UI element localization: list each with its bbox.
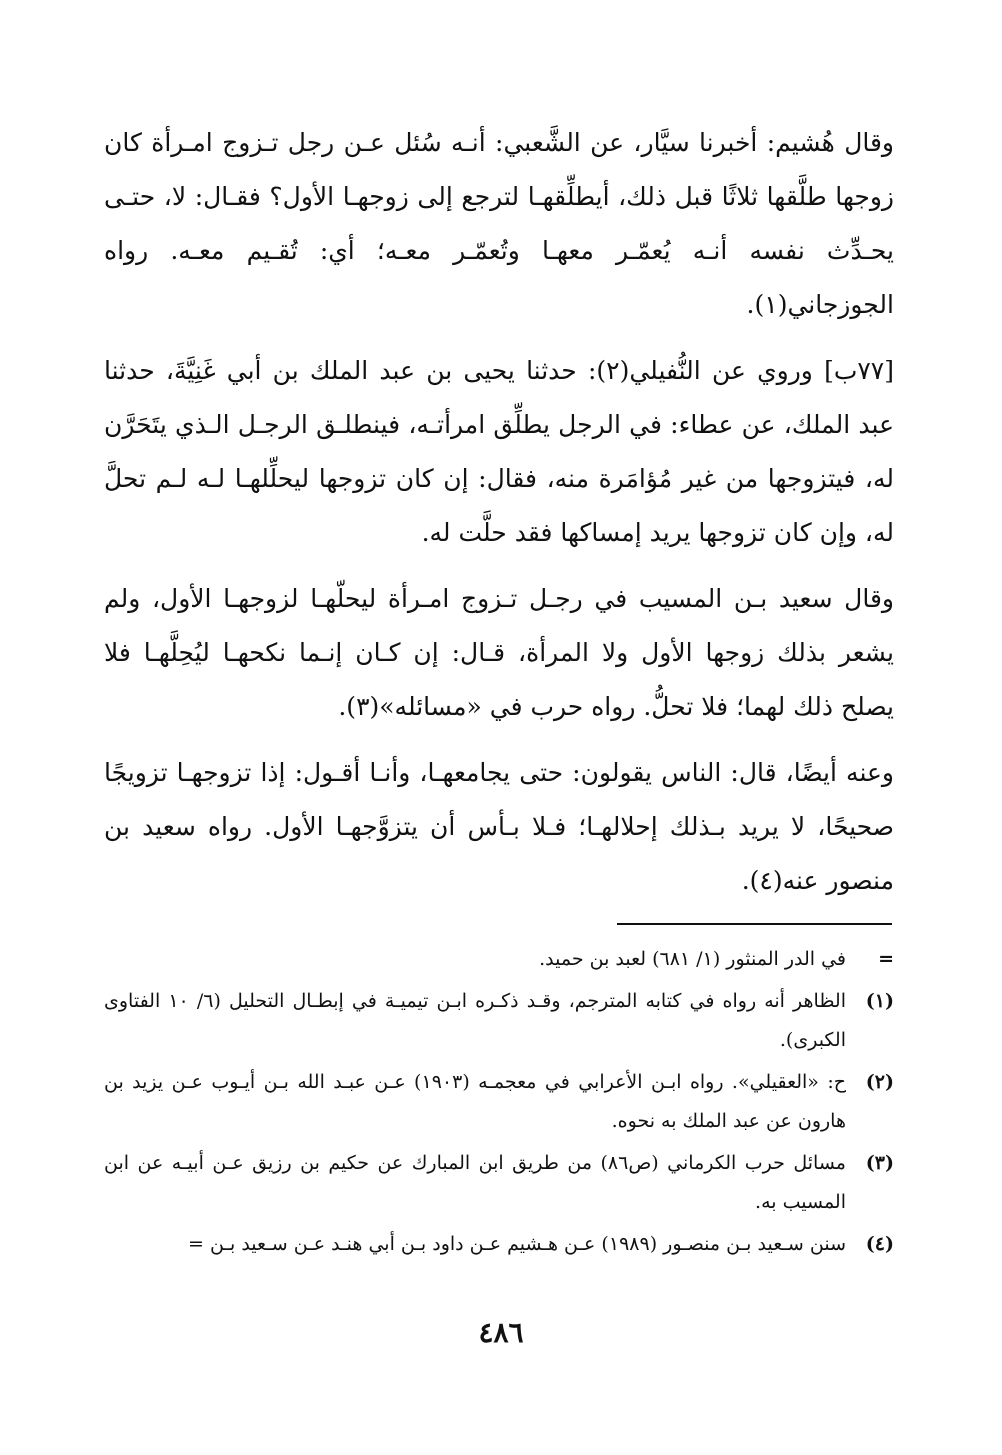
- footnote-2: [104, 1063, 894, 1141]
- footnote-text: ح: «العقيلي». رواه ابـن الأعرابي في معجمـه (١٩٠٣) عـن عبـد الله بـن أيـوب عـن يزيد بن هارون عن عبد الملك به نحوه.: [104, 1071, 846, 1132]
- footnote-3: [104, 1144, 894, 1222]
- footnote-mark: (٤): [865, 1233, 894, 1255]
- main-text: [104, 116, 894, 920]
- footnote-divider: [617, 923, 892, 925]
- footnote-1: [104, 982, 894, 1060]
- footnote-mark: (١): [865, 990, 894, 1012]
- footnote-mark: (٢): [865, 1071, 894, 1093]
- paragraph-2: [٧٧ب] وروي عن النُّفيلي(٢): حدثنا يحيى بن عبد الملك بن أبي غَنِيَّةَ، حدثنا عبد الملك، عن عطاء: في الرجل يطلِّق امرأتـه، فينطلـق الرجـل الـذي يتَحَرَّن له، فيتزوجها من غير مُؤامَرة منه، فقال: إن كان تزوجها ليحلِّلهـا لـه لـم تحلَّ له، وإن كان تزوجها يريد إمساكها فقد حلَّت له.: [104, 356, 894, 547]
- page-number: ٤٨٦: [478, 1316, 524, 1349]
- footnote-mark: =: [878, 948, 894, 970]
- footnote-text: في الدر المنثور (١/ ٦٨١) لعبد بن حميد.: [539, 948, 846, 970]
- paragraph-1: وقال هُشيم: أخبرنا سيَّار، عن الشَّعبي: أنـه سُئل عـن رجل تـزوج امـرأة كان زوجها طلَّقها ثلاثًا قبل ذلك، أيطلِّقهـا لترجع إلى زوجهـا الأول؟ فقـال: لا، حتـى يحـدِّث نفسه أنـه يُعمّـر معهـا وتُعمّـر معـه؛ أي: تُقـيم معـه. رواه الجوزجاني(١).: [104, 128, 894, 319]
- footnote-text: الظاهر أنه رواه في كتابه المترجم، وقـد ذكـره ابـن تيميـة في إبطـال التحليل (٦/ ١٠ الفتاوى الكبرى).: [104, 990, 846, 1051]
- paragraph-3: وقال سعيد بـن المسيب في رجـل تـزوج امـرأة ليحلّهـا لزوجهـا الأول، ولم يشعر بذلك زوجها الأول ولا المرأة، قـال: إن كـان إنـما نكحهـا ليُحِلَّهـا فلا يصلح ذلك لهما؛ فلا تحلُّ. رواه حرب في «مسائله»(٣).: [104, 584, 894, 721]
- footnotes: [104, 940, 894, 1267]
- footnote-4: [104, 1225, 894, 1264]
- paragraph-4: وعنه أيضًا، قال: الناس يقولون: حتى يجامعهـا، وأنـا أقـول: إذا تزوجهـا تزويجًا صحيحًا، لا يريد بـذلك إحلالهـا؛ فـلا بـأس أن يتزوَّجهـا الأول. رواه سعيد بن منصور عنه(٤).: [104, 758, 894, 895]
- footnote-mark: (٣): [865, 1152, 894, 1174]
- footnote-continuation: [104, 940, 894, 979]
- footnote-text: سنن سـعيد بـن منصـور (١٩٨٩) عـن هـشيم عـن داود بـن أبي هنـد عـن سـعيد بـن =: [188, 1233, 846, 1255]
- footnote-text: مسائل حرب الكرماني (ص٨٦) من طريق ابن المبارك عن حكيم بن رزيق عـن أبيـه عن ابن المسيب به.: [104, 1152, 846, 1213]
